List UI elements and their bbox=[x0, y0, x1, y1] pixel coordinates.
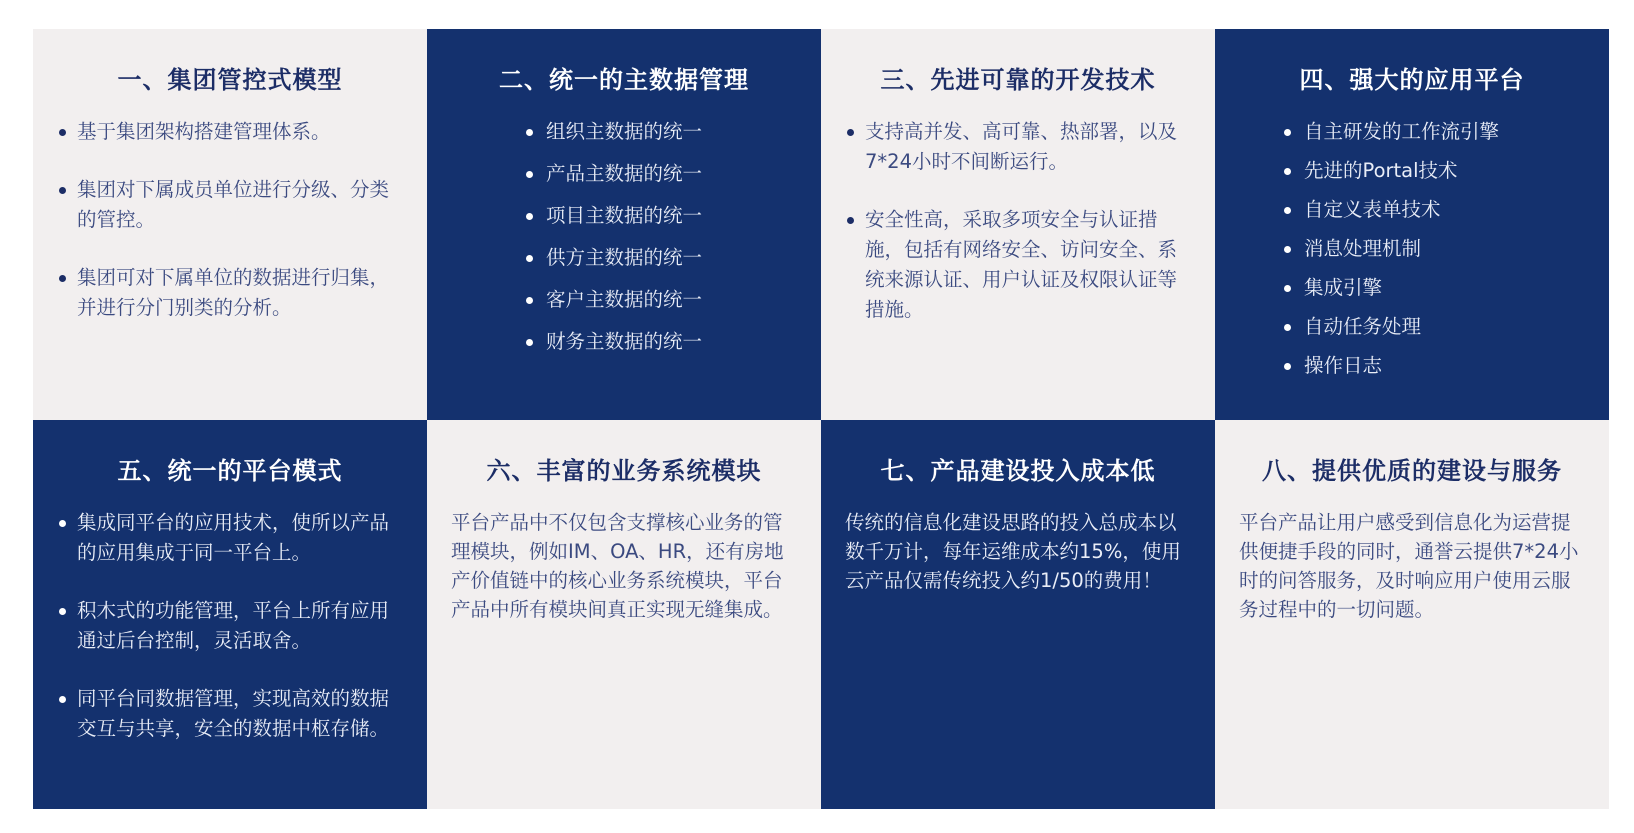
list-item-text: 先进的Portal技术 bbox=[1304, 159, 1458, 182]
list-item-text: 安全性高，采取多项安全与认证措施，包括有网络安全、访问安全、系统来源认证、用户认证及权限认证等措施。 bbox=[865, 208, 1178, 321]
bullet-dot-icon bbox=[526, 297, 533, 304]
list-item-text: 客户主数据的统一 bbox=[546, 288, 703, 311]
bullet-dot-icon bbox=[1284, 324, 1291, 331]
bullet-list bbox=[524, 117, 724, 357]
bullet-list bbox=[57, 117, 403, 323]
list-item-text: 供方主数据的统一 bbox=[546, 246, 703, 269]
card-title: 四、强大的应用平台 bbox=[1299, 66, 1525, 94]
list-item-text: 积木式的功能管理，平台上所有应用通过后台控制，灵活取舍。 bbox=[77, 599, 390, 652]
list-item bbox=[845, 205, 1191, 325]
list-item bbox=[524, 159, 724, 189]
bullet-dot-icon bbox=[59, 129, 66, 136]
bullet-dot-icon bbox=[59, 275, 66, 282]
list-item-text: 自主研发的工作流引擎 bbox=[1304, 120, 1500, 143]
list-item-text: 自动任务处理 bbox=[1304, 315, 1422, 338]
bullet-dot-icon bbox=[526, 339, 533, 346]
feature-card-business-modules bbox=[427, 420, 821, 809]
feature-card-low-cost bbox=[821, 420, 1215, 809]
card-description: 平台产品让用户感受到信息化为运营提供便捷手段的同时，通誉云提供7*24小时的问答服务，及时响应用户使用云服务过程中的一切问题。 bbox=[1239, 511, 1579, 621]
bullet-dot-icon bbox=[59, 520, 66, 527]
bullet-dot-icon bbox=[847, 129, 854, 136]
card-description: 平台产品中不仅包含支撑核心业务的管理模块，例如IM、OA、HR，还有房地产价值链中的核心业务系统模块，平台产品中所有模块间真正实现无缝集成。 bbox=[451, 511, 784, 621]
list-item bbox=[1282, 351, 1542, 381]
bullet-dot-icon bbox=[526, 171, 533, 178]
feature-card-quality-service bbox=[1215, 420, 1609, 809]
card-title: 八、提供优质的建设与服务 bbox=[1262, 457, 1562, 485]
list-item bbox=[57, 596, 403, 656]
bullet-dot-icon bbox=[526, 255, 533, 262]
feature-card-master-data bbox=[427, 29, 821, 420]
list-item-text: 支持高并发、高可靠、热部署，以及7*24小时不间断运行。 bbox=[865, 120, 1178, 173]
bullet-dot-icon bbox=[847, 217, 854, 224]
bullet-dot-icon bbox=[1284, 285, 1291, 292]
list-item bbox=[1282, 273, 1542, 303]
list-item-text: 项目主数据的统一 bbox=[546, 204, 703, 227]
bullet-list bbox=[57, 508, 403, 744]
list-item-text: 操作日志 bbox=[1304, 354, 1383, 377]
card-title: 二、统一的主数据管理 bbox=[499, 66, 749, 94]
list-item-text: 集团对下属成员单位进行分级、分类的管控。 bbox=[77, 178, 390, 231]
card-title: 七、产品建设投入成本低 bbox=[880, 457, 1156, 485]
list-item bbox=[57, 508, 403, 568]
bullet-dot-icon bbox=[526, 129, 533, 136]
feature-grid bbox=[33, 29, 1609, 809]
list-item bbox=[1282, 195, 1542, 225]
bullet-dot-icon bbox=[59, 696, 66, 703]
feature-card-dev-technology bbox=[821, 29, 1215, 420]
list-item bbox=[524, 285, 724, 315]
list-item bbox=[57, 263, 403, 323]
list-item bbox=[57, 175, 403, 235]
list-item-text: 自定义表单技术 bbox=[1304, 198, 1441, 221]
bullet-dot-icon bbox=[1284, 129, 1291, 136]
list-item-text: 消息处理机制 bbox=[1304, 237, 1422, 260]
feature-card-app-platform bbox=[1215, 29, 1609, 420]
list-item-text: 产品主数据的统一 bbox=[546, 162, 703, 185]
list-item-text: 集团可对下属单位的数据进行归集，并进行分门别类的分析。 bbox=[77, 266, 390, 319]
feature-card-unified-platform bbox=[33, 420, 427, 809]
list-item-text: 组织主数据的统一 bbox=[546, 120, 703, 143]
feature-card-group-control bbox=[33, 29, 427, 420]
bullet-dot-icon bbox=[59, 608, 66, 615]
list-item bbox=[524, 201, 724, 231]
list-item bbox=[524, 117, 724, 147]
list-item bbox=[1282, 312, 1542, 342]
list-item bbox=[1282, 156, 1542, 186]
card-title: 六、丰富的业务系统模块 bbox=[486, 457, 762, 485]
bullet-dot-icon bbox=[1284, 207, 1291, 214]
bullet-dot-icon bbox=[59, 187, 66, 194]
list-item bbox=[524, 327, 724, 357]
list-item bbox=[524, 243, 724, 273]
list-item bbox=[845, 117, 1191, 177]
list-item bbox=[57, 117, 403, 147]
list-item-text: 基于集团架构搭建管理体系。 bbox=[77, 120, 331, 143]
list-item-text: 同平台同数据管理，实现高效的数据交互与共享，安全的数据中枢存储。 bbox=[77, 687, 390, 740]
list-item bbox=[57, 684, 403, 744]
bullet-list bbox=[845, 117, 1191, 325]
list-item bbox=[1282, 234, 1542, 264]
bullet-list bbox=[1282, 117, 1542, 381]
card-description: 传统的信息化建设思路的投入总成本以数千万计，每年运维成本约15%，使用云产品仅需传统投入约1/50的费用！ bbox=[845, 511, 1181, 592]
bullet-dot-icon bbox=[1284, 363, 1291, 370]
list-item-text: 集成同平台的应用技术，使所以产品的应用集成于同一平台上。 bbox=[77, 511, 390, 564]
list-item-text: 集成引擎 bbox=[1304, 276, 1383, 299]
card-title: 三、先进可靠的开发技术 bbox=[880, 66, 1156, 94]
bullet-dot-icon bbox=[1284, 246, 1291, 253]
list-item-text: 财务主数据的统一 bbox=[546, 330, 703, 353]
bullet-dot-icon bbox=[1284, 168, 1291, 175]
list-item bbox=[1282, 117, 1542, 147]
card-title: 五、统一的平台模式 bbox=[117, 457, 343, 485]
card-title: 一、集团管控式模型 bbox=[117, 66, 343, 94]
bullet-dot-icon bbox=[526, 213, 533, 220]
